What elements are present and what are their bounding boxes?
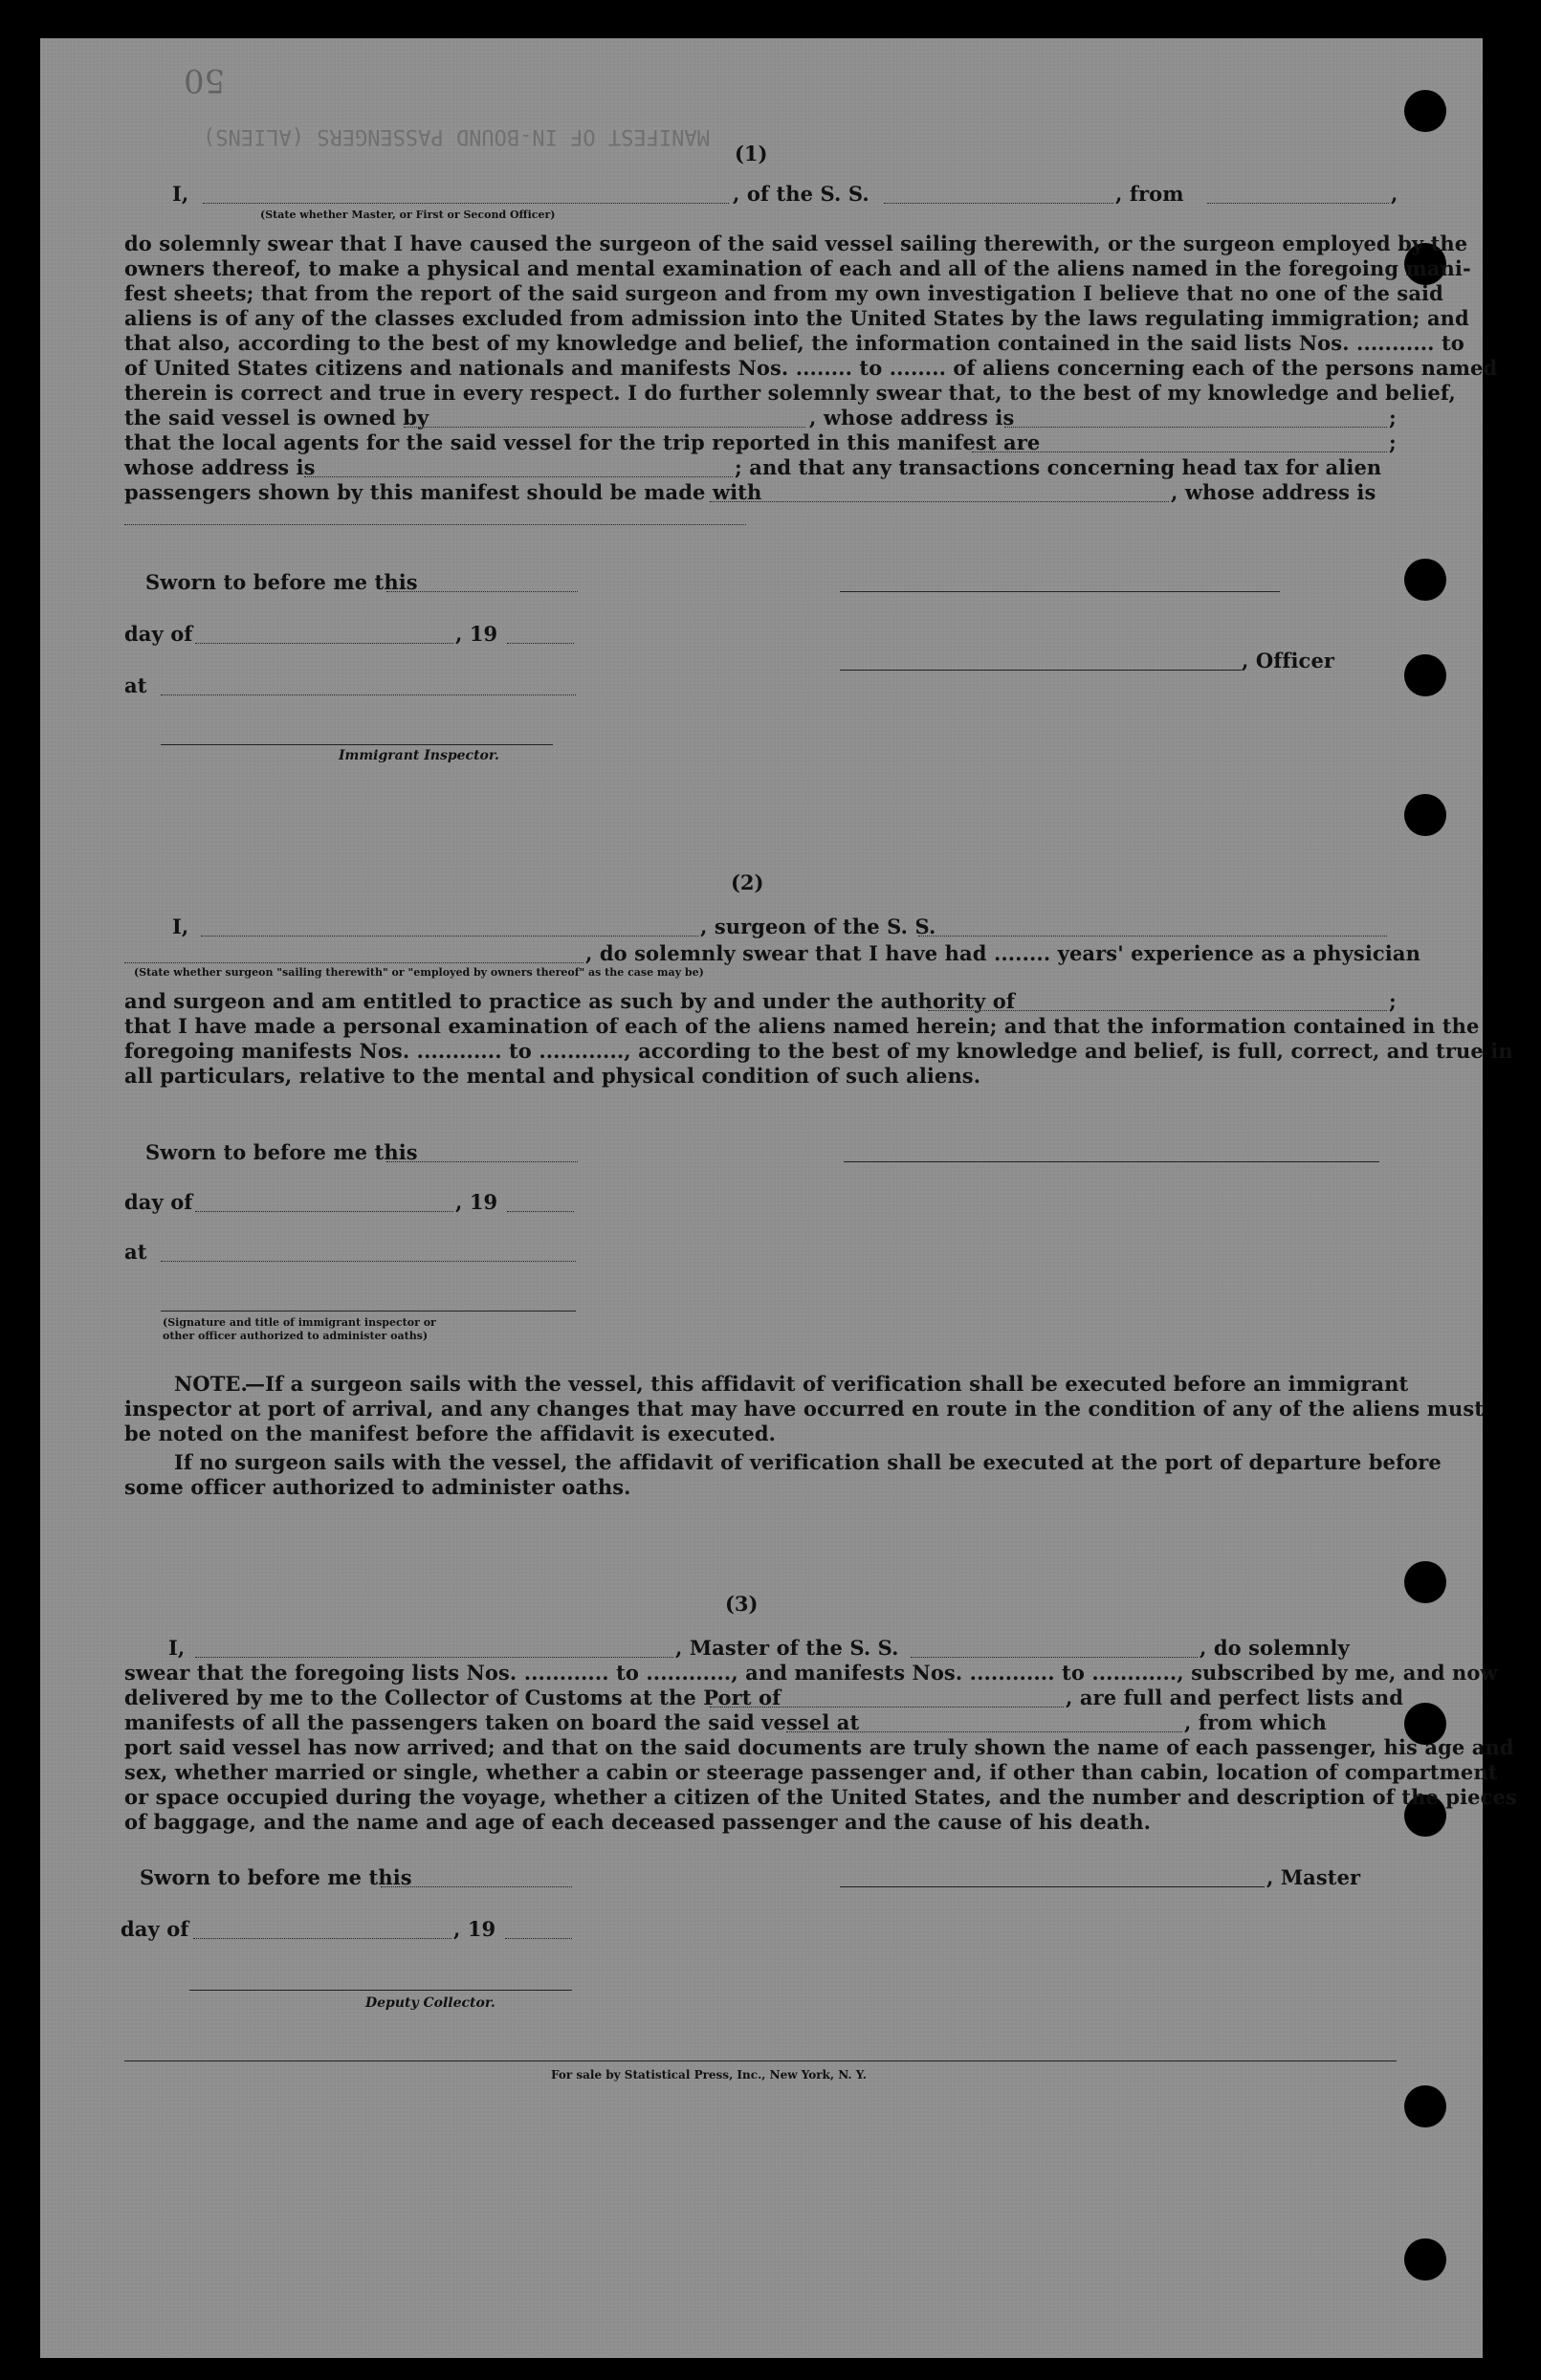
s1-sworn-blank: [386, 591, 578, 592]
s1-inspector-label: Immigrant Inspector.: [339, 748, 499, 763]
s1-owner-blank: [404, 427, 805, 428]
s2-para-1a: and surgeon and am entitled to practice as such by and under the authority of: [124, 989, 1016, 1013]
s3-master-line: [840, 1886, 1265, 1887]
s1-para-2: owners thereof, to make a physical and mental examination of each and all of the aliens named in the foregoing mani-: [124, 256, 1471, 280]
s1-para-11b: , whose address is: [1171, 480, 1376, 504]
s1-at-label: at: [124, 673, 147, 697]
s1-para-9c: ;: [1389, 430, 1397, 454]
s2-line1-b: , surgeon of the S. S.: [700, 915, 936, 938]
s1-vessel-blank: [884, 203, 1113, 204]
punch-hole: [1404, 559, 1446, 601]
s3-sworn-blank: [381, 1886, 572, 1887]
s2-note-line-2: inspector at port of arrival, and any changes that may have occurred en route in the condition of any of the aliens must: [124, 1397, 1485, 1421]
section-3-heading: (3): [725, 1592, 759, 1616]
s2-sworn-blank: [386, 1161, 578, 1162]
s1-line1-d: ,: [1391, 182, 1398, 206]
s3-day-of-label: day of: [121, 1917, 189, 1941]
s2-at-blank: [161, 1261, 576, 1262]
s1-para-6: of United States citizens and nationals and manifests Nos. ........ to ........ of aliens concerning each of the persons named: [124, 356, 1498, 380]
s2-signature-note-1: (Signature and title of immigrant inspector or: [163, 1316, 436, 1329]
s2-vessel-blank: [918, 936, 1387, 937]
s3-para-3a: manifests of all the passengers taken on board the said vessel at: [124, 1710, 860, 1734]
section-2-heading: (2): [731, 870, 764, 894]
s1-headtax-address-blank: [124, 524, 746, 525]
bleed-through-header: MANIFEST OF IN-BOUND PASSENGERS (ALIENS): [203, 124, 710, 148]
punch-hole: [1404, 1561, 1446, 1603]
s1-para-9: that the local agents for the said vessel for the trip reported in this manifest are: [124, 430, 1041, 454]
punch-hole: [1404, 654, 1446, 696]
punch-hole: [1404, 2238, 1446, 2281]
s3-year-label: , 19: [453, 1917, 496, 1941]
s2-line1-a: I,: [172, 915, 189, 938]
s1-note-officer: (State whether Master, or First or Second Officer): [260, 209, 556, 221]
s2-note-label: NOTE.: [174, 1372, 248, 1396]
s2-para-2: that I have made a personal examination of each of the aliens named herein; and that the information contained in the: [124, 1014, 1480, 1038]
s2-sworn-label: Sworn to before me this: [145, 1140, 418, 1164]
s3-collector-label: Deputy Collector.: [365, 1995, 495, 2011]
s1-line1-a: I,: [172, 182, 189, 206]
s2-note-capacity: (State whether surgeon "sailing therewith" or "employed by owners thereof" as the case may be): [134, 966, 704, 979]
s3-para-4: port said vessel has now arrived; and that on the said documents are truly shown the name of each passenger, his age and: [124, 1735, 1514, 1759]
s1-at-blank: [161, 694, 576, 695]
s1-para-5: that also, according to the best of my knowledge and belief, the information contained in the said lists Nos. ........... to: [124, 331, 1464, 355]
s3-master-label: , Master: [1266, 1865, 1361, 1889]
s3-para-5: sex, whether married or single, whether a cabin or steerage passenger and, if other than cabin, location of compartment: [124, 1760, 1498, 1784]
s3-collector-line: [189, 1990, 572, 1991]
manifest-sheet: [40, 38, 1517, 2358]
s1-para-10a: whose address is: [124, 455, 316, 479]
s3-line1-c: , do solemnly: [1200, 1636, 1350, 1660]
s2-signature-note-2: other officer authorized to administer oaths): [163, 1330, 429, 1342]
s3-para-2a: delivered by me to the Collector of Customs at the Port of: [124, 1686, 782, 1709]
s3-year-blank: [505, 1938, 572, 1939]
section-1-heading: (1): [735, 142, 768, 165]
s3-line1-b: , Master of the S. S.: [675, 1636, 899, 1660]
s1-year-blank: [507, 643, 574, 644]
s1-officer-label: , Officer: [1242, 649, 1335, 672]
s1-owner-address-blank: [1004, 427, 1387, 428]
s3-embark-blank: [786, 1731, 1182, 1732]
punch-hole: [1404, 794, 1446, 836]
s1-sworn-label: Sworn to before me this: [145, 570, 418, 594]
s3-para-7: of baggage, and the name and age of each deceased passenger and the cause of his death.: [124, 1810, 1152, 1834]
s1-officer-blank: [203, 203, 729, 204]
s1-signature-line: [840, 591, 1280, 592]
s2-signature-line: [844, 1161, 1379, 1162]
s2-para-4: all particulars, relative to the mental and physical condition of such aliens.: [124, 1064, 981, 1088]
s1-para-8c: ;: [1389, 406, 1397, 430]
s2-day-of-label: day of: [124, 1190, 193, 1214]
s2-authority-blank: [928, 1010, 1387, 1011]
punch-hole: [1404, 2085, 1446, 2127]
s1-officer-line: [840, 670, 1242, 671]
s1-para-11a: passengers shown by this manifest should be made with: [124, 480, 762, 504]
s1-agents-address-blank: [304, 476, 733, 477]
s3-line1-a: I,: [168, 1636, 186, 1660]
s1-para-7: therein is correct and true in every respect. I do further solemnly swear that, to the best of my knowledge and belief,: [124, 381, 1456, 405]
s2-line2: , do solemnly swear that I have had ........ years' experience as a physician: [585, 941, 1420, 965]
s1-day-of-label: day of: [124, 622, 193, 646]
s1-line1-b: , of the S. S.: [733, 182, 870, 206]
s2-para-3: foregoing manifests Nos. ............ to ............, according to the best of my knowledge and belief, is full, correct, and true in: [124, 1039, 1513, 1063]
s1-para-1: do solemnly swear that I have caused the surgeon of the said vessel sailing therewith, or the surgeon employed by the: [124, 231, 1468, 255]
s3-master-blank: [195, 1657, 673, 1658]
s1-day-blank: [195, 643, 453, 644]
s1-year-label: , 19: [455, 622, 498, 646]
s3-para-2b: , are full and perfect lists and: [1066, 1686, 1404, 1709]
s1-inspector-line: [161, 744, 553, 745]
s3-day-blank: [193, 1938, 451, 1939]
s2-capacity-blank: [124, 962, 583, 963]
s2-surgeon-blank: [201, 936, 698, 937]
s2-note-line-5: some officer authorized to administer oaths.: [124, 1475, 631, 1499]
s2-year-blank: [507, 1211, 574, 1212]
s1-para-3: fest sheets; that from the report of the said surgeon and from my own investigation I believe that no one of the said: [124, 281, 1443, 305]
s3-para-3b: , from which: [1184, 1710, 1327, 1734]
s1-from-blank: [1207, 203, 1389, 204]
s3-vessel-blank: [911, 1657, 1198, 1658]
s3-para-1: swear that the foregoing lists Nos. ............ to ............, and manifests Nos. ............ to ............, subscribed by me, and now: [124, 1661, 1498, 1685]
footer-rule: [124, 2060, 1397, 2061]
s1-headtax-blank: [710, 501, 1169, 502]
s1-para-8a: the said vessel is owned by: [124, 406, 429, 430]
s2-note-line-1: —If a surgeon sails with the vessel, this affidavit of verification shall be executed before an immigrant: [245, 1372, 1409, 1396]
s1-para-8b: , whose address is: [809, 406, 1015, 430]
s2-day-blank: [195, 1211, 453, 1212]
s2-para-1c: ;: [1389, 989, 1397, 1013]
s3-port-blank: [710, 1707, 1064, 1708]
s1-line1-c: , from: [1115, 182, 1184, 206]
s1-para-10b: ; and that any transactions concerning head tax for alien: [735, 455, 1382, 479]
s2-note-line-4: If no surgeon sails with the vessel, the affidavit of verification shall be executed at the port of departure before: [174, 1450, 1442, 1474]
s1-para-4: aliens is of any of the classes excluded from admission into the United States by the laws regulating immigration; and: [124, 306, 1469, 330]
stamp-number: 50: [184, 61, 226, 99]
s3-sworn-label: Sworn to before me this: [140, 1865, 412, 1889]
footer-printer: For sale by Statistical Press, Inc., New York, N. Y.: [551, 2068, 867, 2082]
s3-para-6: or space occupied during the voyage, whether a citizen of the United States, and the number and description of the pieces: [124, 1785, 1517, 1809]
punch-hole: [1404, 90, 1446, 132]
s2-note-line-3: be noted on the manifest before the affidavit is executed.: [124, 1421, 777, 1445]
s2-year-label: , 19: [455, 1190, 498, 1214]
s2-at-label: at: [124, 1240, 147, 1264]
